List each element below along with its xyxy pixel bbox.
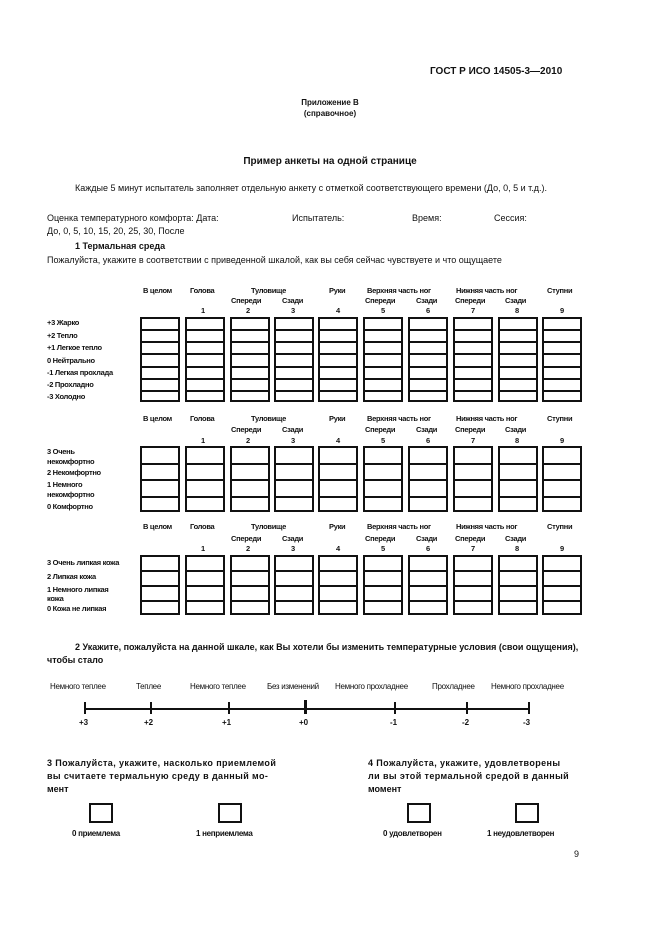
rating-cell[interactable] — [498, 378, 538, 390]
rating-cell[interactable] — [318, 600, 358, 615]
rating-cell[interactable] — [363, 496, 403, 513]
t1-row-label: -3 Холодно — [47, 392, 86, 401]
rating-cell[interactable] — [408, 329, 448, 341]
tester-label: Испытатель: — [292, 213, 345, 223]
rating-cell[interactable] — [318, 496, 358, 513]
col-hands: Руки — [329, 414, 346, 423]
col-head: Голова — [190, 286, 215, 295]
t2-row-label: 0 Комфортно — [47, 502, 93, 511]
satisfied-label: 0 удовлетворен — [383, 829, 442, 838]
rating-cell[interactable] — [185, 570, 225, 585]
rating-cell[interactable] — [542, 366, 582, 378]
rating-cell[interactable] — [230, 390, 270, 402]
rating-cell[interactable] — [274, 585, 314, 600]
rating-cell[interactable] — [140, 585, 180, 600]
rating-cell[interactable] — [140, 317, 180, 329]
rating-cell[interactable] — [140, 479, 180, 496]
col-torso: Туловище — [251, 414, 286, 423]
rating-cell[interactable] — [140, 341, 180, 353]
rating-cell[interactable] — [542, 479, 582, 496]
t3-row-label: 3 Очень липкая кожа — [47, 558, 120, 567]
rating-cell[interactable] — [318, 353, 358, 365]
rating-cell[interactable] — [542, 353, 582, 365]
rating-cell[interactable] — [453, 341, 493, 353]
rating-cell[interactable] — [542, 555, 582, 570]
rating-cell[interactable] — [408, 378, 448, 390]
col-torso: Туловище — [251, 286, 286, 295]
rating-cell[interactable] — [363, 555, 403, 570]
rating-cell[interactable] — [363, 366, 403, 378]
rating-cell[interactable] — [274, 366, 314, 378]
rating-cell[interactable] — [185, 390, 225, 402]
col-num: 3 — [291, 436, 295, 445]
rating-cell[interactable] — [274, 378, 314, 390]
rating-cell[interactable] — [140, 329, 180, 341]
t3-row-label: 1 Немного липкая — [47, 585, 109, 594]
section1-title: 1 Термальная среда — [75, 241, 166, 251]
t1-row-label: +1 Легкое тепло — [47, 343, 102, 352]
rating-cell[interactable] — [140, 378, 180, 390]
col-hands: Руки — [329, 286, 346, 295]
scale-label-5: Прохладнее — [432, 682, 475, 691]
rating-cell[interactable] — [230, 496, 270, 513]
scale-value: +1 — [222, 718, 232, 727]
satisfied-checkbox[interactable] — [407, 803, 431, 823]
rating-cell[interactable] — [274, 353, 314, 365]
rating-cell[interactable] — [363, 378, 403, 390]
rating-cell[interactable] — [318, 585, 358, 600]
rating-cell[interactable] — [140, 446, 180, 463]
rating-cell[interactable] — [408, 585, 448, 600]
col-num: 3 — [291, 544, 295, 553]
col-num: 3 — [291, 306, 295, 315]
rating-cell[interactable] — [230, 463, 270, 480]
rating-cell[interactable] — [230, 479, 270, 496]
scale-label-0: Немного теплее — [50, 682, 106, 691]
rating-cell[interactable] — [230, 555, 270, 570]
col-torso-back: Сзади — [282, 534, 304, 543]
rating-cell[interactable] — [140, 496, 180, 513]
rating-cell[interactable] — [408, 341, 448, 353]
rating-cell[interactable] — [453, 600, 493, 615]
rating-cell[interactable] — [408, 463, 448, 480]
rating-cell[interactable] — [498, 446, 538, 463]
section1-instruction: Пожалуйста, укажите в соответствии с приведенной шкалой, как вы себя сейчас чувствуете и что ощущаете — [47, 255, 502, 265]
rating-cell[interactable] — [542, 446, 582, 463]
scale-tick — [304, 700, 307, 714]
rating-cell[interactable] — [363, 329, 403, 341]
rating-cell[interactable] — [185, 446, 225, 463]
col-lower-legs: Нижняя часть ног — [456, 414, 518, 423]
main-title: Пример анкеты на одной странице — [243, 156, 417, 167]
acceptable-checkbox[interactable] — [89, 803, 113, 823]
rating-cell[interactable] — [542, 329, 582, 341]
rating-cell[interactable] — [230, 353, 270, 365]
t2-row-label: 1 Немного — [47, 480, 83, 489]
rating-cell[interactable] — [274, 600, 314, 615]
rating-cell[interactable] — [363, 341, 403, 353]
t1-row-label: +3 Жарко — [47, 318, 80, 327]
col-upper-back: Сзади — [416, 425, 438, 434]
rating-cell[interactable] — [408, 446, 448, 463]
col-num: 1 — [201, 306, 205, 315]
rating-cell[interactable] — [274, 341, 314, 353]
scale-value: -1 — [390, 718, 398, 727]
rating-cell[interactable] — [408, 555, 448, 570]
rating-cell[interactable] — [274, 555, 314, 570]
rating-cell[interactable] — [230, 366, 270, 378]
rating-cell[interactable] — [140, 353, 180, 365]
col-num: 9 — [560, 436, 564, 445]
rating-cell[interactable] — [363, 353, 403, 365]
rating-cell[interactable] — [230, 329, 270, 341]
scale-value: -2 — [462, 718, 470, 727]
rating-cell[interactable] — [453, 366, 493, 378]
col-num: 5 — [381, 544, 385, 553]
rating-cell[interactable] — [318, 329, 358, 341]
rating-cell[interactable] — [230, 317, 270, 329]
rating-cell[interactable] — [453, 463, 493, 480]
col-feet: Ступни — [547, 414, 573, 423]
scale-value: -3 — [523, 718, 531, 727]
t3-row-label: кожа — [47, 594, 64, 603]
rating-cell[interactable] — [498, 600, 538, 615]
col-num: 2 — [246, 436, 250, 445]
document-code: ГОСТ Р ИСО 14505-3—2010 — [430, 66, 563, 77]
rating-cell[interactable] — [185, 496, 225, 513]
rating-cell[interactable] — [453, 585, 493, 600]
col-num: 7 — [471, 306, 475, 315]
col-num: 7 — [471, 544, 475, 553]
rating-cell[interactable] — [230, 570, 270, 585]
rating-cell[interactable] — [453, 329, 493, 341]
col-whole: В целом — [143, 414, 172, 423]
rating-cell[interactable] — [140, 600, 180, 615]
rating-cell[interactable] — [363, 600, 403, 615]
rating-cell[interactable] — [274, 446, 314, 463]
rating-cell[interactable] — [542, 600, 582, 615]
rating-cell[interactable] — [274, 570, 314, 585]
rating-cell[interactable] — [542, 341, 582, 353]
col-lower-legs: Нижняя часть ног — [456, 286, 518, 295]
rating-cell[interactable] — [453, 317, 493, 329]
rating-cell[interactable] — [318, 555, 358, 570]
comfort-date-label: Оценка температурного комфорта: Дата: — [47, 213, 219, 223]
rating-cell[interactable] — [542, 317, 582, 329]
rating-cell[interactable] — [498, 570, 538, 585]
rating-cell[interactable] — [140, 463, 180, 480]
section3-line1: 3 Пожалуйста, укажите, насколько приемлемой — [47, 758, 277, 768]
rating-cell[interactable] — [274, 317, 314, 329]
rating-cell[interactable] — [230, 600, 270, 615]
appendix-title: Приложение В — [301, 98, 359, 107]
rating-cell[interactable] — [498, 390, 538, 402]
rating-cell[interactable] — [498, 329, 538, 341]
dissatisfied-checkbox[interactable] — [515, 803, 539, 823]
rating-cell[interactable] — [274, 390, 314, 402]
col-upper-back: Сзади — [416, 534, 438, 543]
col-head: Голова — [190, 414, 215, 423]
unacceptable-label: 1 неприемлема — [196, 829, 253, 838]
col-num: 5 — [381, 436, 385, 445]
rating-cell[interactable] — [318, 446, 358, 463]
col-num: 1 — [201, 544, 205, 553]
col-num: 9 — [560, 544, 564, 553]
rating-cell[interactable] — [185, 555, 225, 570]
rating-cell[interactable] — [408, 600, 448, 615]
t2-row-label: некомфортно — [47, 457, 95, 466]
t1-row-label: +2 Тепло — [47, 331, 78, 340]
col-upper-legs: Верхняя часть ног — [367, 414, 431, 423]
scale-label-2: Немного теплее — [190, 682, 246, 691]
rating-cell[interactable] — [453, 378, 493, 390]
dissatisfied-label: 1 неудовлетворен — [487, 829, 555, 838]
col-num: 5 — [381, 306, 385, 315]
rating-cell[interactable] — [363, 585, 403, 600]
rating-cell[interactable] — [453, 353, 493, 365]
time-label: Время: — [412, 213, 442, 223]
rating-cell[interactable] — [274, 496, 314, 513]
col-num: 1 — [201, 436, 205, 445]
rating-cell[interactable] — [408, 366, 448, 378]
section2-text: 2 Укажите, пожалуйста на данной шкале, как Вы хотели бы изменить температурные условия (свои ощущения), чтобы стало — [47, 642, 579, 665]
col-num: 8 — [515, 306, 519, 315]
col-num: 6 — [426, 544, 430, 553]
acceptable-label: 0 приемлема — [72, 829, 120, 838]
time-points: До, 0, 5, 10, 15, 20, 25, 30, После — [47, 226, 185, 236]
rating-cell[interactable] — [453, 555, 493, 570]
scale-tick — [84, 702, 86, 714]
section4-line2: ли вы этой термальной средой в данный — [368, 771, 570, 781]
rating-cell[interactable] — [274, 479, 314, 496]
col-num: 8 — [515, 544, 519, 553]
rating-cell[interactable] — [274, 463, 314, 480]
scale-tick — [228, 702, 230, 714]
rating-cell[interactable] — [318, 341, 358, 353]
col-num: 2 — [246, 544, 250, 553]
rating-cell[interactable] — [498, 555, 538, 570]
t2-row-label: 2 Некомфортно — [47, 468, 101, 477]
rating-cell[interactable] — [185, 353, 225, 365]
col-lower-back: Сзади — [505, 296, 527, 305]
col-num: 6 — [426, 306, 430, 315]
col-num: 4 — [336, 544, 340, 553]
col-whole: В целом — [143, 522, 172, 531]
col-lower-legs: Нижняя часть ног — [456, 522, 518, 531]
col-whole: В целом — [143, 286, 172, 295]
rating-cell[interactable] — [185, 479, 225, 496]
rating-cell[interactable] — [140, 366, 180, 378]
col-lower-front: Спереди — [455, 296, 486, 305]
rating-cell[interactable] — [140, 390, 180, 402]
col-lower-back: Сзади — [505, 425, 527, 434]
rating-cell[interactable] — [453, 496, 493, 513]
rating-cell[interactable] — [230, 446, 270, 463]
rating-cell[interactable] — [408, 390, 448, 402]
col-num: 6 — [426, 436, 430, 445]
col-torso-front: Спереди — [231, 296, 262, 305]
t3-row-label: 2 Липкая кожа — [47, 572, 96, 581]
col-upper-legs: Верхняя часть ног — [367, 522, 431, 531]
col-num: 2 — [246, 306, 250, 315]
t2-row-label: 3 Очень — [47, 447, 75, 456]
rating-cell[interactable] — [274, 329, 314, 341]
col-num: 4 — [336, 306, 340, 315]
rating-cell[interactable] — [498, 366, 538, 378]
rating-cell[interactable] — [498, 353, 538, 365]
rating-cell[interactable] — [542, 496, 582, 513]
rating-cell[interactable] — [542, 585, 582, 600]
rating-cell[interactable] — [542, 390, 582, 402]
scale-value: +2 — [144, 718, 154, 727]
rating-cell[interactable] — [363, 390, 403, 402]
scale-label-3: Без изменений — [267, 682, 319, 691]
rating-cell[interactable] — [318, 463, 358, 480]
section4-line1: 4 Пожалуйста, укажите, удовлетворены — [368, 758, 561, 768]
rating-cell[interactable] — [230, 378, 270, 390]
rating-cell[interactable] — [408, 570, 448, 585]
scale-value: +3 — [79, 718, 89, 727]
unacceptable-checkbox[interactable] — [218, 803, 242, 823]
col-upper-front: Спереди — [365, 425, 396, 434]
scale-value: +0 — [299, 718, 309, 727]
rating-cell[interactable] — [408, 317, 448, 329]
col-hands: Руки — [329, 522, 346, 531]
col-lower-front: Спереди — [455, 425, 486, 434]
t1-row-label: -1 Легкая прохлада — [47, 368, 113, 377]
rating-cell[interactable] — [185, 329, 225, 341]
rating-cell[interactable] — [363, 446, 403, 463]
rating-cell[interactable] — [185, 341, 225, 353]
t1-row-label: 0 Нейтрально — [47, 356, 95, 365]
rating-cell[interactable] — [363, 317, 403, 329]
col-feet: Ступни — [547, 522, 573, 531]
col-torso-back: Сзади — [282, 425, 304, 434]
scale-label-4: Немного прохладнее — [335, 682, 408, 691]
rating-cell[interactable] — [318, 378, 358, 390]
col-num: 9 — [560, 306, 564, 315]
col-num: 4 — [336, 436, 340, 445]
page-number: 9 — [574, 849, 580, 859]
rating-cell[interactable] — [542, 570, 582, 585]
col-upper-legs: Верхняя часть ног — [367, 286, 431, 295]
intro-paragraph: Каждые 5 минут испытатель заполняет отдельную анкету с отметкой соответствующего времени (До, 0, 5 и т.д.). — [75, 183, 548, 193]
session-label: Сессия: — [494, 213, 527, 223]
scale-tick — [466, 702, 468, 714]
rating-cell[interactable] — [318, 366, 358, 378]
rating-cell[interactable] — [408, 496, 448, 513]
scale-tick — [150, 702, 152, 714]
scale-label-6: Немного прохладнее — [491, 682, 564, 691]
col-upper-back: Сзади — [416, 296, 438, 305]
t2-row-label: некомфортно — [47, 490, 95, 499]
col-upper-front: Спереди — [365, 534, 396, 543]
rating-cell[interactable] — [363, 463, 403, 480]
rating-cell[interactable] — [498, 317, 538, 329]
col-lower-back: Сзади — [505, 534, 527, 543]
rating-cell[interactable] — [542, 463, 582, 480]
section3-line2: вы считаете термальную среду в данный мо- — [47, 771, 269, 781]
col-upper-front: Спереди — [365, 296, 396, 305]
col-torso-front: Спереди — [231, 425, 262, 434]
rating-cell[interactable] — [185, 600, 225, 615]
appendix-subtitle: (справочное) — [303, 109, 357, 118]
rating-cell[interactable] — [363, 570, 403, 585]
col-feet: Ступни — [547, 286, 573, 295]
col-num: 8 — [515, 436, 519, 445]
col-lower-front: Спереди — [455, 534, 486, 543]
rating-cell[interactable] — [408, 479, 448, 496]
rating-cell[interactable] — [185, 585, 225, 600]
rating-cell[interactable] — [185, 463, 225, 480]
rating-cell[interactable] — [185, 366, 225, 378]
rating-cell[interactable] — [453, 446, 493, 463]
section3-line3: мент — [47, 784, 69, 794]
col-torso-front: Спереди — [231, 534, 262, 543]
rating-cell[interactable] — [498, 479, 538, 496]
scale-tick — [528, 702, 530, 714]
rating-cell[interactable] — [453, 390, 493, 402]
rating-cell[interactable] — [318, 390, 358, 402]
rating-cell[interactable] — [408, 353, 448, 365]
rating-cell[interactable] — [498, 585, 538, 600]
rating-cell[interactable] — [318, 479, 358, 496]
rating-cell[interactable] — [498, 496, 538, 513]
rating-cell[interactable] — [363, 479, 403, 496]
rating-cell[interactable] — [318, 570, 358, 585]
col-torso: Туловище — [251, 522, 286, 531]
section4-line3: момент — [368, 784, 402, 794]
rating-cell[interactable] — [318, 317, 358, 329]
rating-cell[interactable] — [140, 570, 180, 585]
rating-cell[interactable] — [230, 585, 270, 600]
scale-tick — [394, 702, 396, 714]
rating-cell[interactable] — [542, 378, 582, 390]
scale-label-1: Теплее — [136, 682, 161, 691]
rating-cell[interactable] — [453, 479, 493, 496]
t3-row-label: 0 Кожа не липкая — [47, 604, 107, 613]
rating-cell[interactable] — [185, 378, 225, 390]
rating-cell[interactable] — [185, 317, 225, 329]
rating-cell[interactable] — [140, 555, 180, 570]
t1-row-label: -2 Прохладно — [47, 380, 94, 389]
rating-cell[interactable] — [498, 341, 538, 353]
col-head: Голова — [190, 522, 215, 531]
rating-cell[interactable] — [498, 463, 538, 480]
col-num: 7 — [471, 436, 475, 445]
col-torso-back: Сзади — [282, 296, 304, 305]
rating-cell[interactable] — [453, 570, 493, 585]
rating-cell[interactable] — [230, 341, 270, 353]
